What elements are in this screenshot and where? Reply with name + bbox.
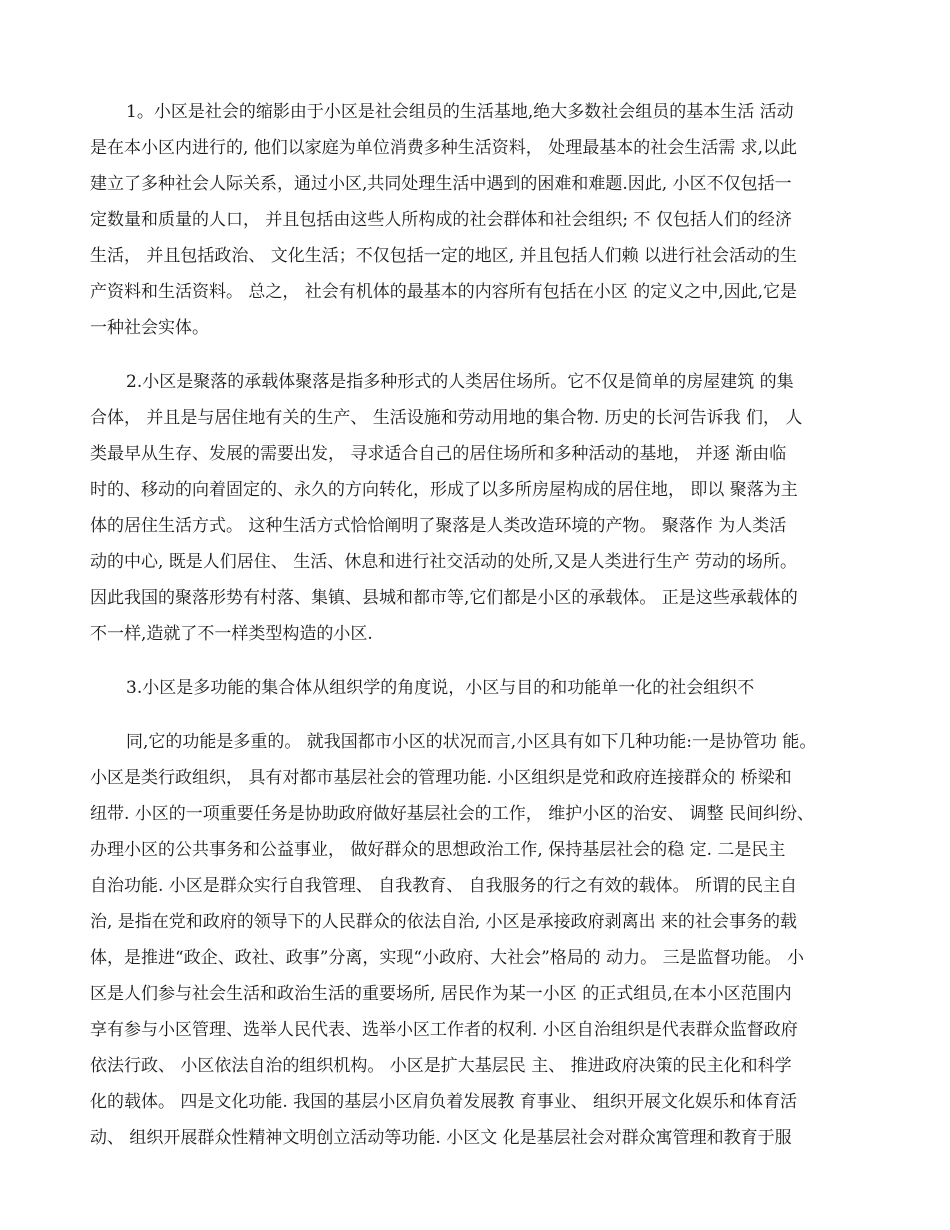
text-line: 区是人们参与社会生活和政治生活的重要场所, 居民作为某一小区 的正式组员,在本小区范围内 — [90, 984, 792, 1004]
text-line: 生活， 并且包括政治、 文化生活；不仅包括一定的地区, 并且包括人们赖 以进行社会活动的生 — [90, 246, 798, 266]
text-line: 体，是推进“政企、政社、政事”分离，实现“小政府、大社会”格局的 动力。 三是监督功能。 小 — [90, 948, 804, 968]
text-line: 时的、移动的向着固定的、永久的方向转化，形成了以多所房屋构成的居住地， 即以 聚落为主 — [90, 480, 798, 500]
text-line: 类最早从生存、发展的需要出发， 寻求适合自己的居住场所和多种活动的基地， 并逐 渐由临 — [90, 444, 787, 464]
text-line: 动的中心, 既是人们居住、 生活、休息和进行社交活动的处所,又是人类进行生产 劳动的场所。 — [90, 552, 798, 572]
paragraph-3 — [90, 670, 870, 706]
text-line: 化的载体。 四是文化功能. 我国的基层小区肩负着发展教 育事业、 组织开展文化娱乐和体育活 — [90, 1092, 798, 1112]
text-line: 定数量和质量的人口， 并且包括由这些人所构成的社会群体和社会组织; 不 仅包括人们的经济 — [90, 210, 792, 230]
paragraph-4 — [90, 724, 870, 1156]
text-line: 纽带. 小区的一项重要任务是协助政府做好基层社会的工作， 维护小区的治安、 调整 民间纠纷、 — [90, 804, 815, 824]
text-line: 体的居住生活方式。 这种生活方式恰恰阐明了聚落是人类改造环境的产物。 聚落作 为人类活 — [90, 516, 787, 536]
text-line: 动、 组织开展群众性精神文明创立活动等功能. 小区文 化是基层社会对群众寓管理和教育于服 — [90, 1128, 792, 1148]
text-line: 3.小区是多功能的集合体从组织学的角度说，小区与目的和功能单一化的社会组织不 — [126, 678, 755, 698]
paragraph-2 — [90, 364, 870, 652]
text-line: 不一样,造就了不一样类型构造的小区. — [90, 624, 373, 644]
text-line: 自治功能. 小区是群众实行自我管理、 自我教育、 自我服务的行之有效的载体。 所谓的民主自 — [90, 876, 798, 896]
text-line: 产资料和生活资料。 总之， 社会有机体的最基本的内容所有包括在小区 的定义之中,因此,它是 — [90, 282, 798, 302]
text-line: 2.小区是聚落的承载体聚落是指多种形式的人类居住场所。它不仅是简单的房屋建筑 的集 — [126, 372, 794, 392]
text-line: 同,它的功能是多重的。 就我国都市小区的状况而言,小区具有如下几种功能:一是协管功 能。 — [126, 732, 817, 752]
text-line: 1。小区是社会的缩影由于小区是社会组员的生活基地,绝大多数社会组员的基本生活 活动 — [126, 102, 794, 122]
paragraph-1 — [90, 94, 870, 346]
text-line: 小区是类行政组织， 具有对都市基层社会的管理功能. 小区组织是党和政府连接群众的 桥梁和 — [90, 768, 792, 788]
text-line: 治, 是指在党和政府的领导下的人民群众的依法自治, 小区是承接政府剥离出 来的社会事务的载 — [90, 912, 798, 932]
text-line: 依法行政、 小区依法自治的组织机构。 小区是扩大基层民 主、 推进政府决策的民主化和科学 — [90, 1056, 792, 1076]
text-line: 一种社会实体。 — [90, 318, 209, 338]
text-line: 建立了多种社会人际关系，通过小区,共同处理生活中遇到的困难和难题.因此, 小区不仅包括一 — [90, 174, 792, 194]
text-line: 因此我国的聚落形势有村落、集镇、县城和都市等,它们都是小区的承载体。 正是这些承载体的 — [90, 588, 798, 608]
text-line: 合体， 并且是与居住地有关的生产、 生活设施和劳动用地的集合物. 历史的长河告诉我 们， 人 — [90, 408, 803, 428]
text-line: 办理小区的公共事务和公益事业， 做好群众的思想政治工作, 保持基层社会的稳 定. 二是民主 — [90, 840, 786, 860]
text-line: 是在本小区内进行的, 他们以家庭为单位消费多种生活资料， 处理最基本的社会生活需 求,以此 — [90, 138, 798, 158]
text-line: 享有参与小区管理、选举人民代表、选举小区工作者的权利. 小区自治组织是代表群众监督政府 — [90, 1020, 798, 1040]
document-body — [90, 94, 870, 1156]
